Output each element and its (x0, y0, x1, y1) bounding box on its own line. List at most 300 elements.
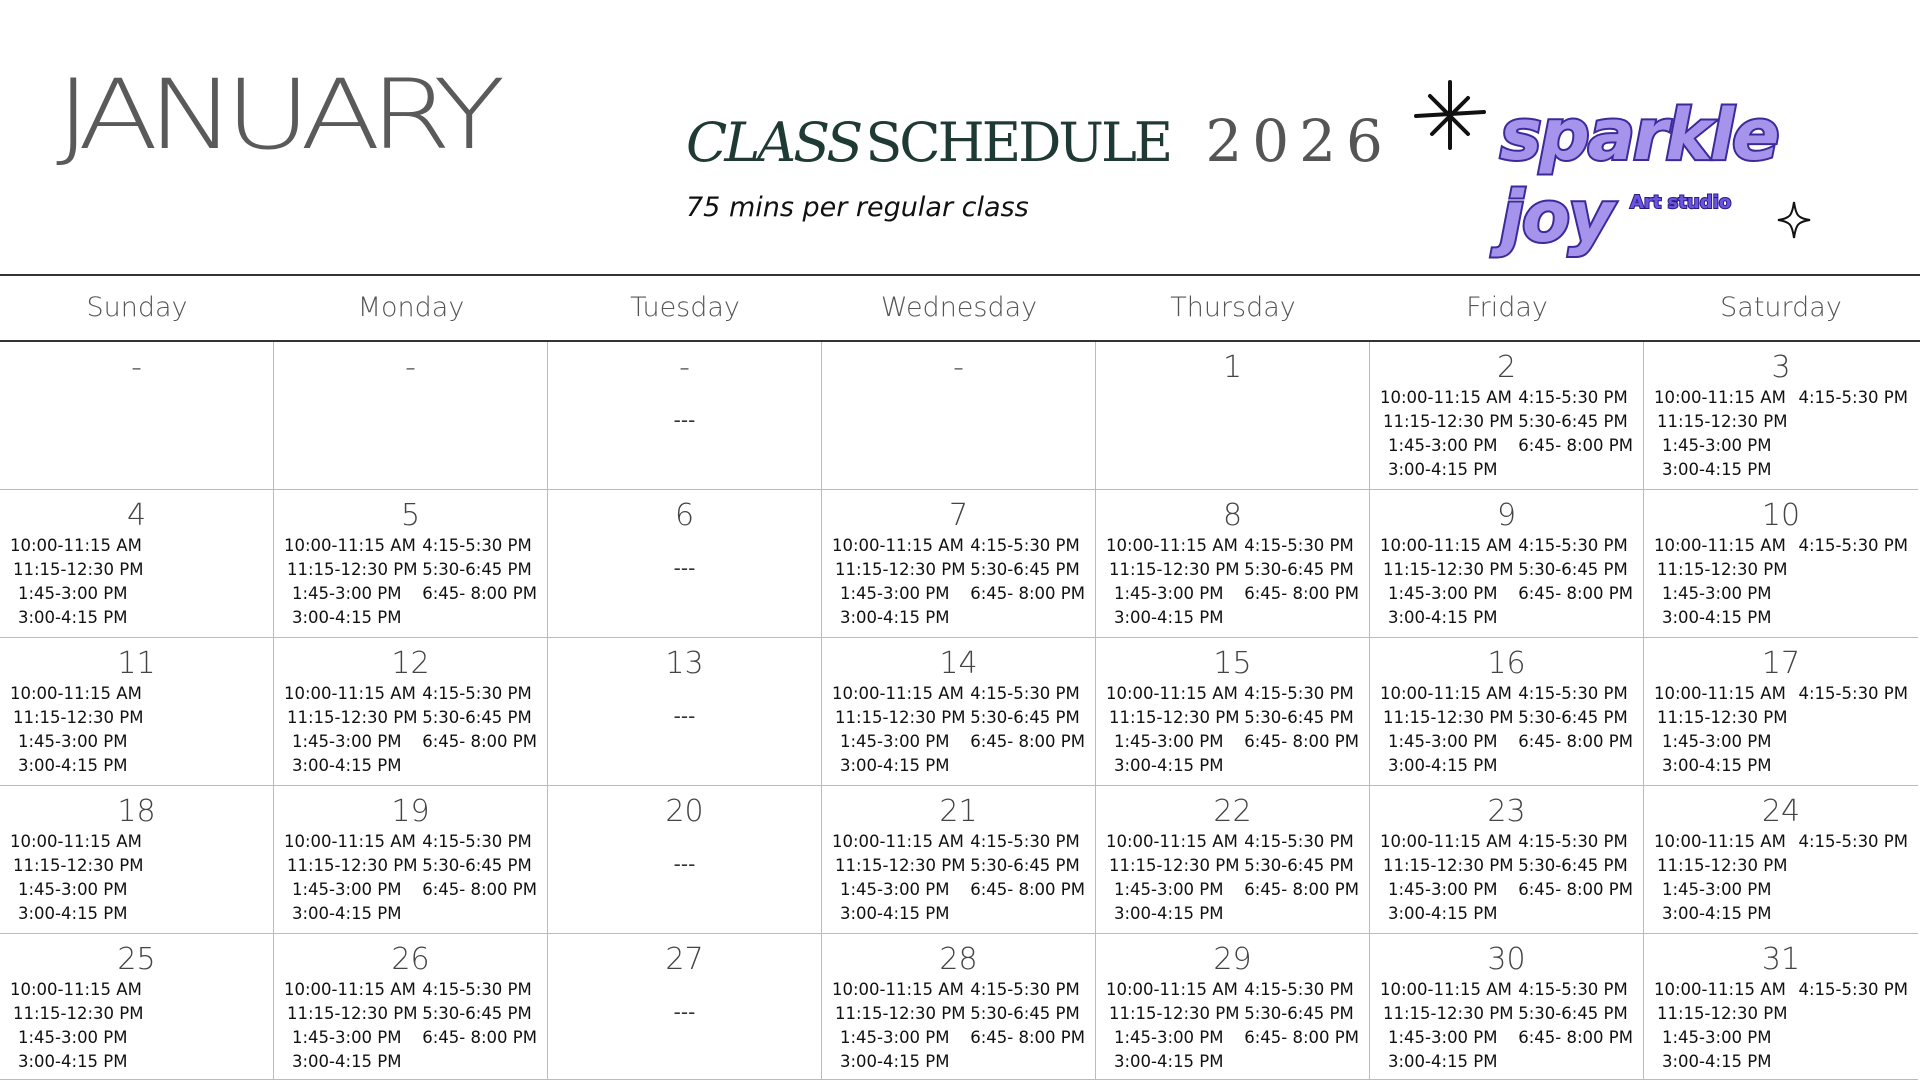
times-right-column (1518, 682, 1637, 778)
class-time-slot: 4:15-5:30 PM (1518, 388, 1628, 407)
class-time-slot: 1:45-3:00 PM (18, 584, 128, 603)
times-left-column (1106, 534, 1240, 630)
times-left-column (1380, 830, 1514, 926)
class-time-slot: 10:00-11:15 AM (284, 536, 416, 555)
times-right-column (1518, 534, 1637, 630)
calendar-day-cell (274, 638, 548, 786)
class-time-slot: 3:00-4:15 PM (1388, 460, 1498, 479)
day-number: 17 (1761, 646, 1801, 681)
sparkle-star-icon (1410, 76, 1490, 156)
class-time-slot: 4:15-5:30 PM (1518, 684, 1628, 703)
class-time-slot: 3:00-4:15 PM (292, 1052, 402, 1071)
times-left-column (1106, 830, 1240, 926)
class-time-slot: 11:15-12:30 PM (835, 856, 966, 875)
times-right-column (970, 682, 1089, 778)
class-time-slot: 5:30-6:45 PM (970, 708, 1080, 727)
class-time-slot: 1:45-3:00 PM (1388, 1028, 1498, 1047)
calendar-day-cell (1096, 934, 1370, 1080)
class-time-slot: 1:45-3:00 PM (1114, 880, 1224, 899)
times-right-column (1799, 534, 1913, 630)
class-time-slot: 10:00-11:15 AM (1106, 980, 1238, 999)
class-time-slot: 1:45-3:00 PM (840, 732, 950, 751)
class-time-slot: 3:00-4:15 PM (18, 1052, 128, 1071)
class-time-slot: 6:45- 8:00 PM (970, 1028, 1085, 1047)
class-time-slot: 6:45- 8:00 PM (970, 732, 1085, 751)
class-time-slot: 6:45- 8:00 PM (1518, 1028, 1633, 1047)
class-times (10, 830, 267, 926)
class-time-slot: 1:45-3:00 PM (840, 880, 950, 899)
class-time-slot: 1:45-3:00 PM (1662, 1028, 1772, 1047)
times-left-column (1106, 978, 1240, 1074)
times-left-column (10, 534, 144, 630)
day-number: - (131, 350, 142, 385)
weekday-monday: Monday (357, 292, 465, 323)
class-time-slot: 3:00-4:15 PM (18, 608, 128, 627)
calendar-day-cell (822, 786, 1096, 934)
class-time-slot: 1:45-3:00 PM (1388, 880, 1498, 899)
class-time-slot: 1:45-3:00 PM (292, 880, 402, 899)
day-number: 13 (665, 646, 704, 681)
calendar-day-cell (1370, 786, 1644, 934)
times-left-column (832, 978, 966, 1074)
weekday-header (0, 276, 1920, 340)
class-time-slot: 5:30-6:45 PM (970, 560, 1080, 579)
calendar-day-cell (0, 786, 274, 934)
times-left-column (1380, 978, 1514, 1074)
class-time-slot: 11:15-12:30 PM (1657, 856, 1788, 875)
class-time-slot: 5:30-6:45 PM (422, 560, 532, 579)
no-class-marker: --- (673, 852, 696, 876)
class-time-slot: 5:30-6:45 PM (1518, 708, 1628, 727)
class-time-slot: 11:15-12:30 PM (1657, 412, 1788, 431)
class-time-slot: 4:15-5:30 PM (970, 832, 1080, 851)
class-time-slot: 6:45- 8:00 PM (970, 584, 1085, 603)
calendar-day-cell (548, 934, 822, 1080)
class-time-slot: 4:15-5:30 PM (1798, 684, 1908, 703)
calendar-day-cell (1096, 490, 1370, 638)
class-time-slot: 4:15-5:30 PM (970, 684, 1080, 703)
class-time-slot: 1:45-3:00 PM (18, 880, 128, 899)
class-time-slot: 5:30-6:45 PM (1518, 1004, 1628, 1023)
day-number: 2 (1496, 350, 1517, 385)
class-time-slot: 11:15-12:30 PM (1109, 560, 1240, 579)
times-left-column (1380, 534, 1514, 630)
times-right-column (1799, 682, 1913, 778)
calendar-day-cell (1644, 786, 1918, 934)
class-time-slot: 6:45- 8:00 PM (1518, 880, 1633, 899)
class-time-slot: 10:00-11:15 AM (10, 684, 142, 703)
calendar-day-cell (1644, 490, 1918, 638)
class-time-slot: 11:15-12:30 PM (287, 1004, 418, 1023)
class-time-slot: 3:00-4:15 PM (292, 608, 402, 627)
class-time-slot: 4:15-5:30 PM (1798, 832, 1908, 851)
times-right-column (970, 978, 1089, 1074)
class-times (1654, 534, 1912, 630)
class-time-slot: 6:45- 8:00 PM (422, 1028, 537, 1047)
class-time-slot: 11:15-12:30 PM (1109, 708, 1240, 727)
class-times (832, 830, 1089, 926)
class-time-slot: 1:45-3:00 PM (1388, 436, 1498, 455)
day-number: 6 (674, 498, 695, 533)
brand-logo (1410, 76, 1890, 258)
class-time-slot: 1:45-3:00 PM (1662, 880, 1772, 899)
day-number: 9 (1496, 498, 1517, 533)
times-left-column (284, 682, 418, 778)
times-left-column (1654, 682, 1788, 778)
class-time-slot: 4:15-5:30 PM (970, 536, 1080, 555)
class-time-slot: 3:00-4:15 PM (1662, 1052, 1772, 1071)
class-time-slot: 4:15-5:30 PM (422, 684, 532, 703)
class-times (284, 978, 541, 1074)
calendar-day-cell (548, 490, 822, 638)
class-time-slot: 11:15-12:30 PM (13, 856, 144, 875)
times-right-column (1799, 386, 1913, 482)
no-class-marker: --- (673, 704, 696, 728)
class-time-slot: 4:15-5:30 PM (1244, 832, 1354, 851)
day-number: 26 (391, 942, 430, 977)
times-right-column (263, 682, 267, 778)
brand-tagline: Art studio (1630, 192, 1732, 213)
times-right-column (1244, 534, 1363, 630)
calendar-day-cell (0, 490, 274, 638)
class-times (1654, 386, 1912, 482)
class-time-slot: 1:45-3:00 PM (840, 584, 950, 603)
day-number: 5 (400, 498, 421, 533)
schedule-title (686, 107, 1393, 175)
times-left-column (1654, 386, 1788, 482)
times-right-column (970, 534, 1089, 630)
class-time-slot: 11:15-12:30 PM (1383, 412, 1514, 431)
calendar-day-cell (0, 342, 274, 490)
times-left-column (10, 978, 144, 1074)
class-times (1106, 978, 1363, 1074)
class-time-slot: 10:00-11:15 AM (284, 832, 416, 851)
class-time-slot: 3:00-4:15 PM (292, 756, 402, 775)
times-right-column (970, 830, 1089, 926)
class-time-slot: 4:15-5:30 PM (1798, 388, 1908, 407)
class-time-slot: 5:30-6:45 PM (422, 708, 532, 727)
class-times (1654, 682, 1912, 778)
times-left-column (1380, 682, 1514, 778)
class-time-slot: 10:00-11:15 AM (1380, 832, 1512, 851)
times-right-column (263, 534, 267, 630)
calendar-day-cell (548, 638, 822, 786)
class-times (1106, 534, 1363, 630)
times-right-column (263, 830, 267, 926)
class-times (1106, 830, 1363, 926)
day-number: 11 (117, 646, 156, 681)
class-time-slot: 3:00-4:15 PM (292, 904, 402, 923)
class-time-slot: 6:45- 8:00 PM (1244, 1028, 1359, 1047)
class-time-slot: 4:15-5:30 PM (970, 980, 1080, 999)
day-number: 23 (1487, 794, 1526, 829)
day-number: 3 (1771, 350, 1791, 385)
class-time-slot: 11:15-12:30 PM (287, 560, 418, 579)
times-left-column (284, 534, 418, 630)
subtitle: 75 mins per regular class (686, 192, 1029, 223)
class-time-slot: 1:45-3:00 PM (18, 732, 128, 751)
class-time-slot: 4:15-5:30 PM (1518, 832, 1628, 851)
class-time-slot: 11:15-12:30 PM (1657, 560, 1788, 579)
class-times (284, 534, 541, 630)
day-number: 31 (1761, 942, 1801, 977)
class-times (1380, 978, 1637, 1074)
class-time-slot: 4:15-5:30 PM (1244, 684, 1354, 703)
class-time-slot: 3:00-4:15 PM (1388, 608, 1498, 627)
class-time-slot: 10:00-11:15 AM (1380, 388, 1512, 407)
class-time-slot: 6:45- 8:00 PM (1244, 732, 1359, 751)
class-time-slot: 10:00-11:15 AM (1654, 536, 1786, 555)
no-class-marker: --- (673, 556, 696, 580)
class-times (1654, 978, 1912, 1074)
brand-name: sparkle joy (1500, 94, 1778, 258)
class-times (1380, 534, 1637, 630)
title-class: CLASS (686, 111, 861, 174)
class-time-slot: 3:00-4:15 PM (18, 904, 128, 923)
class-time-slot: 10:00-11:15 AM (1380, 536, 1512, 555)
calendar-day-cell (1644, 638, 1918, 786)
class-time-slot: 3:00-4:15 PM (1388, 904, 1498, 923)
weekday-thursday: Thursday (1170, 292, 1296, 323)
class-time-slot: 10:00-11:15 AM (10, 832, 142, 851)
class-time-slot: 11:15-12:30 PM (1109, 1004, 1240, 1023)
day-number: - (405, 350, 416, 385)
times-left-column (1654, 978, 1788, 1074)
calendar-day-cell (548, 342, 822, 490)
calendar-day-cell (822, 934, 1096, 1080)
calendar-day-cell (1370, 638, 1644, 786)
weekday-friday: Friday (1466, 292, 1548, 323)
times-right-column (1518, 978, 1637, 1074)
times-left-column (284, 830, 418, 926)
class-time-slot: 1:45-3:00 PM (1662, 436, 1772, 455)
class-time-slot: 3:00-4:15 PM (840, 756, 950, 775)
class-time-slot: 11:15-12:30 PM (835, 708, 966, 727)
day-number: 4 (126, 498, 147, 533)
calendar-day-cell (822, 638, 1096, 786)
no-class-marker: --- (673, 408, 696, 432)
times-left-column (832, 534, 966, 630)
times-left-column (832, 682, 966, 778)
day-number: 20 (665, 794, 704, 829)
day-number: 16 (1487, 646, 1526, 681)
class-time-slot: 5:30-6:45 PM (970, 1004, 1080, 1023)
class-time-slot: 3:00-4:15 PM (1114, 756, 1224, 775)
class-time-slot: 11:15-12:30 PM (1657, 1004, 1788, 1023)
class-time-slot: 1:45-3:00 PM (1114, 584, 1224, 603)
class-times (1380, 682, 1637, 778)
class-time-slot: 11:15-12:30 PM (835, 560, 966, 579)
class-time-slot: 1:45-3:00 PM (1388, 732, 1498, 751)
class-time-slot: 11:15-12:30 PM (1383, 856, 1514, 875)
class-times (1106, 682, 1363, 778)
class-time-slot: 5:30-6:45 PM (970, 856, 1080, 875)
class-times (10, 534, 267, 630)
class-time-slot: 3:00-4:15 PM (1114, 1052, 1224, 1071)
calendar-day-cell (274, 786, 548, 934)
calendar-day-cell (1096, 638, 1370, 786)
day-number: 7 (948, 498, 969, 533)
class-time-slot: 1:45-3:00 PM (292, 732, 402, 751)
class-times (1380, 830, 1637, 926)
class-time-slot: 10:00-11:15 AM (832, 536, 964, 555)
class-time-slot: 6:45- 8:00 PM (970, 880, 1085, 899)
class-time-slot: 4:15-5:30 PM (1798, 980, 1908, 999)
times-right-column (1244, 978, 1363, 1074)
class-time-slot: 10:00-11:15 AM (1106, 832, 1238, 851)
times-right-column (422, 978, 541, 1074)
times-left-column (10, 682, 144, 778)
class-time-slot: 5:30-6:45 PM (1244, 708, 1354, 727)
class-time-slot: 6:45- 8:00 PM (1518, 584, 1633, 603)
class-time-slot: 10:00-11:15 AM (284, 684, 416, 703)
class-time-slot: 1:45-3:00 PM (292, 1028, 402, 1047)
class-time-slot: 10:00-11:15 AM (1106, 684, 1238, 703)
calendar-day-cell (0, 934, 274, 1080)
class-time-slot: 3:00-4:15 PM (1662, 756, 1772, 775)
times-left-column (284, 978, 418, 1074)
class-time-slot: 6:45- 8:00 PM (422, 584, 537, 603)
class-time-slot: 11:15-12:30 PM (13, 560, 144, 579)
day-number: 29 (1213, 942, 1252, 977)
calendar-day-cell (822, 342, 1096, 490)
day-number: 14 (939, 646, 978, 681)
class-time-slot: 3:00-4:15 PM (1114, 904, 1224, 923)
day-number: 21 (939, 794, 978, 829)
class-times (832, 978, 1089, 1074)
class-time-slot: 4:15-5:30 PM (1518, 536, 1628, 555)
no-class-marker: --- (673, 1000, 696, 1024)
calendar-day-cell (274, 934, 548, 1080)
class-times (284, 830, 541, 926)
times-left-column (10, 830, 144, 926)
class-times (1654, 830, 1912, 926)
class-time-slot: 4:15-5:30 PM (422, 832, 532, 851)
times-left-column (1380, 386, 1514, 482)
class-time-slot: 10:00-11:15 AM (1654, 388, 1786, 407)
calendar-day-cell (1096, 786, 1370, 934)
calendar-day-cell (1370, 934, 1644, 1080)
class-time-slot: 4:15-5:30 PM (1244, 536, 1354, 555)
class-time-slot: 1:45-3:00 PM (18, 1028, 128, 1047)
class-time-slot: 10:00-11:15 AM (1654, 980, 1786, 999)
class-time-slot: 3:00-4:15 PM (1662, 608, 1772, 627)
day-number: 28 (939, 942, 978, 977)
class-time-slot: 11:15-12:30 PM (835, 1004, 966, 1023)
class-time-slot: 3:00-4:15 PM (840, 904, 950, 923)
day-number: 18 (117, 794, 156, 829)
class-time-slot: 1:45-3:00 PM (1388, 584, 1498, 603)
day-number: - (953, 350, 964, 385)
class-time-slot: 5:30-6:45 PM (422, 1004, 532, 1023)
class-time-slot: 6:45- 8:00 PM (422, 732, 537, 751)
class-time-slot: 4:15-5:30 PM (1244, 980, 1354, 999)
calendar-day-cell (548, 786, 822, 934)
class-time-slot: 1:45-3:00 PM (1662, 584, 1772, 603)
weekday-wednesday: Wednesday (880, 292, 1038, 323)
class-time-slot: 10:00-11:15 AM (1654, 832, 1786, 851)
day-number: - (679, 350, 690, 385)
class-time-slot: 10:00-11:15 AM (1106, 536, 1238, 555)
calendar-day-cell (1370, 490, 1644, 638)
day-number: 30 (1487, 942, 1526, 977)
class-time-slot: 5:30-6:45 PM (1518, 856, 1628, 875)
times-left-column (832, 830, 966, 926)
calendar-day-cell (1096, 342, 1370, 490)
times-right-column (263, 978, 267, 1074)
day-number: 19 (391, 794, 430, 829)
class-times (832, 534, 1089, 630)
class-time-slot: 1:45-3:00 PM (1662, 732, 1772, 751)
class-time-slot: 4:15-5:30 PM (1798, 536, 1908, 555)
times-left-column (1654, 534, 1788, 630)
class-time-slot: 6:45- 8:00 PM (1518, 436, 1633, 455)
class-times (10, 682, 267, 778)
class-times (832, 682, 1089, 778)
calendar-day-cell (1644, 934, 1918, 1080)
class-time-slot: 6:45- 8:00 PM (1518, 732, 1633, 751)
class-time-slot: 5:30-6:45 PM (1518, 560, 1628, 579)
class-time-slot: 10:00-11:15 AM (1654, 684, 1786, 703)
class-time-slot: 5:30-6:45 PM (1244, 856, 1354, 875)
times-left-column (1654, 830, 1788, 926)
calendar-day-cell (274, 342, 548, 490)
class-time-slot: 6:45- 8:00 PM (1244, 584, 1359, 603)
class-times (10, 978, 267, 1074)
class-time-slot: 10:00-11:15 AM (1380, 684, 1512, 703)
day-number: 27 (665, 942, 704, 977)
class-time-slot: 4:15-5:30 PM (422, 980, 532, 999)
class-time-slot: 10:00-11:15 AM (10, 536, 142, 555)
class-time-slot: 11:15-12:30 PM (1383, 560, 1514, 579)
day-number: 8 (1222, 498, 1243, 533)
class-time-slot: 1:45-3:00 PM (840, 1028, 950, 1047)
times-right-column (1799, 830, 1913, 926)
title-year: 2026 (1205, 107, 1393, 175)
day-number: 22 (1213, 794, 1252, 829)
class-time-slot: 10:00-11:15 AM (284, 980, 416, 999)
day-number: 15 (1213, 646, 1252, 681)
class-time-slot: 11:15-12:30 PM (287, 708, 418, 727)
class-times (1380, 386, 1637, 482)
class-time-slot: 6:45- 8:00 PM (1244, 880, 1359, 899)
class-time-slot: 10:00-11:15 AM (832, 684, 964, 703)
day-number: 25 (117, 942, 156, 977)
class-time-slot: 11:15-12:30 PM (1383, 1004, 1514, 1023)
class-time-slot: 10:00-11:15 AM (832, 832, 964, 851)
class-time-slot: 11:15-12:30 PM (1109, 856, 1240, 875)
times-left-column (1106, 682, 1240, 778)
calendar-grid (0, 342, 1920, 1080)
times-right-column (422, 534, 541, 630)
class-time-slot: 11:15-12:30 PM (1657, 708, 1788, 727)
weekday-saturday: Saturday (1720, 292, 1842, 323)
times-right-column (1518, 386, 1637, 482)
class-time-slot: 1:45-3:00 PM (1114, 1028, 1224, 1047)
class-time-slot: 1:45-3:00 PM (1114, 732, 1224, 751)
times-right-column (422, 830, 541, 926)
class-time-slot: 11:15-12:30 PM (13, 708, 144, 727)
calendar-day-cell (0, 638, 274, 786)
class-time-slot: 5:30-6:45 PM (1244, 1004, 1354, 1023)
times-right-column (1799, 978, 1913, 1074)
calendar-day-cell (822, 490, 1096, 638)
class-time-slot: 3:00-4:15 PM (1114, 608, 1224, 627)
month-title: JANUARY (56, 57, 495, 171)
class-time-slot: 10:00-11:15 AM (10, 980, 142, 999)
times-right-column (1518, 830, 1637, 926)
day-number: 1 (1222, 350, 1243, 385)
